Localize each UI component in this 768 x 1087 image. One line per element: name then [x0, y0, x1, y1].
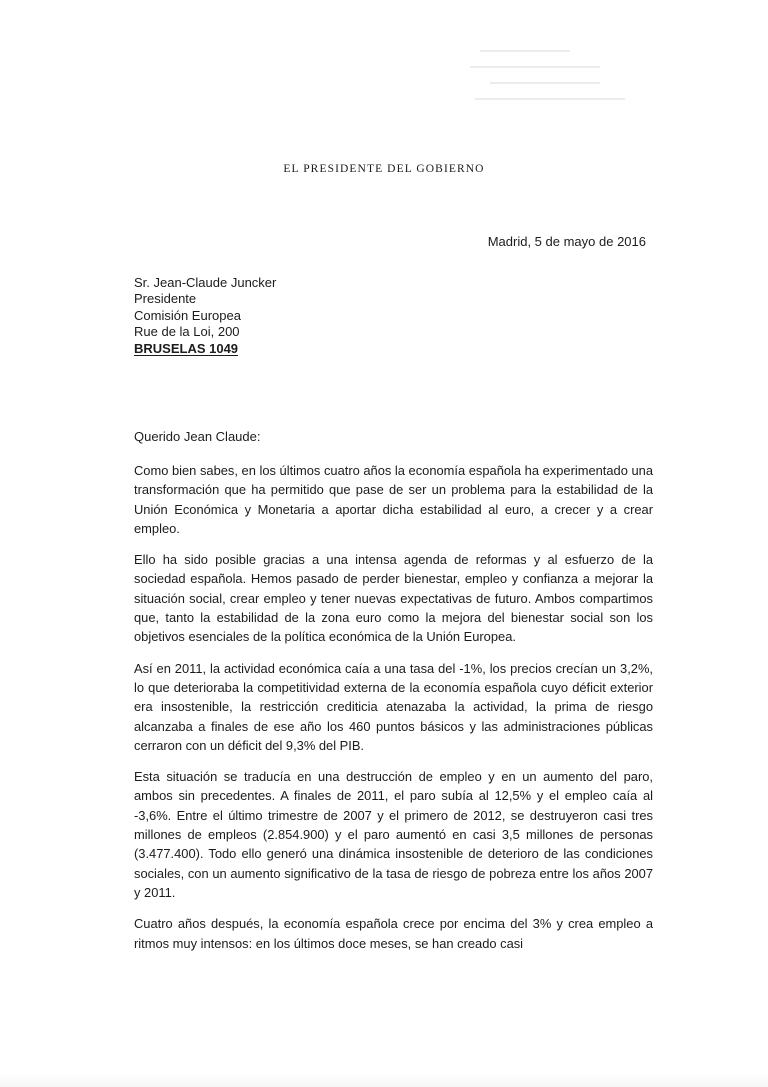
page-edge-shadow: [0, 1073, 768, 1087]
letterhead-title: EL PRESIDENTE DEL GOBIERNO: [283, 163, 485, 175]
faint-stamp-bleedthrough: [470, 40, 640, 120]
recipient-title: Presidente: [134, 291, 197, 307]
salutation: Querido Jean Claude:: [134, 429, 261, 444]
body-paragraph-2: Ello ha sido posible gracias a una intensa agenda de reformas y al esfuerzo de la sociedad española. Hemos pasado de perder bienestar, empleo y confianza a mejorar la situación social, crear empleo y tener nuevas expectativas de futuro. Ambos compartimos que, tanto la estabilidad de la zona euro como la mejora del bienestar social son los objetivos esenciales de la política económica de la Unión Europea.: [134, 552, 653, 645]
body-paragraph-3: Así en 2011, la actividad económica caía a una tasa del -1%, los precios crecían un 3,2%, lo que deterioraba la competitividad externa de la economía española cuyo déficit exterior era insostenible, la restricción crediticia atenazaba la actividad, la prima de riesgo alcanzaba a finales de ese año los 460 puntos básicos y las administraciones públicas cerraron con un déficit del 9,3% del PIB.: [134, 660, 653, 753]
recipient-street: Rue de la Loi, 200: [134, 324, 240, 340]
body-paragraph-4: Esta situación se traducía en una destrucción de empleo y en un aumento del paro, ambos sin precedentes. A finales de 2011, el paro subía al 12,5% y el empleo caía al -3,6%. Entre el último trimestre de 2007 y el primero de 2012, se destruyeron casi tres millones de empleos (2.854.900) y el paro aumentó en casi 3,5 millones de personas (3.477.400). Todo ello generó una dinámica insostenible de deterioro de las condiciones sociales, con un aumento significativo de la tasa de riesgo de pobreza entre los años 2007 y 2011.: [134, 769, 653, 900]
letter-date: Madrid, 5 de mayo de 2016: [487, 234, 646, 249]
body-paragraph-5: Cuatro años después, la economía española crece por encima del 3% y crea empleo a ritmos muy intensos: en los últimos doce meses, se han creado casi: [134, 916, 653, 951]
recipient-city: BRUSELAS 1049: [134, 340, 239, 356]
recipient-address: [134, 275, 276, 357]
recipient-name: Sr. Jean-Claude Juncker: [134, 275, 277, 290]
recipient-organization: Comisión Europea: [134, 307, 241, 323]
letter-body: [134, 461, 653, 965]
body-paragraph-1: Como bien sabes, en los últimos cuatro años la economía española ha experimentado una transformación que ha permitido que pase de ser un problema para la estabilidad de la Unión Económica y Monetaria a aportar dicha estabilidad al euro, a crecer y a crear empleo.: [134, 463, 653, 536]
